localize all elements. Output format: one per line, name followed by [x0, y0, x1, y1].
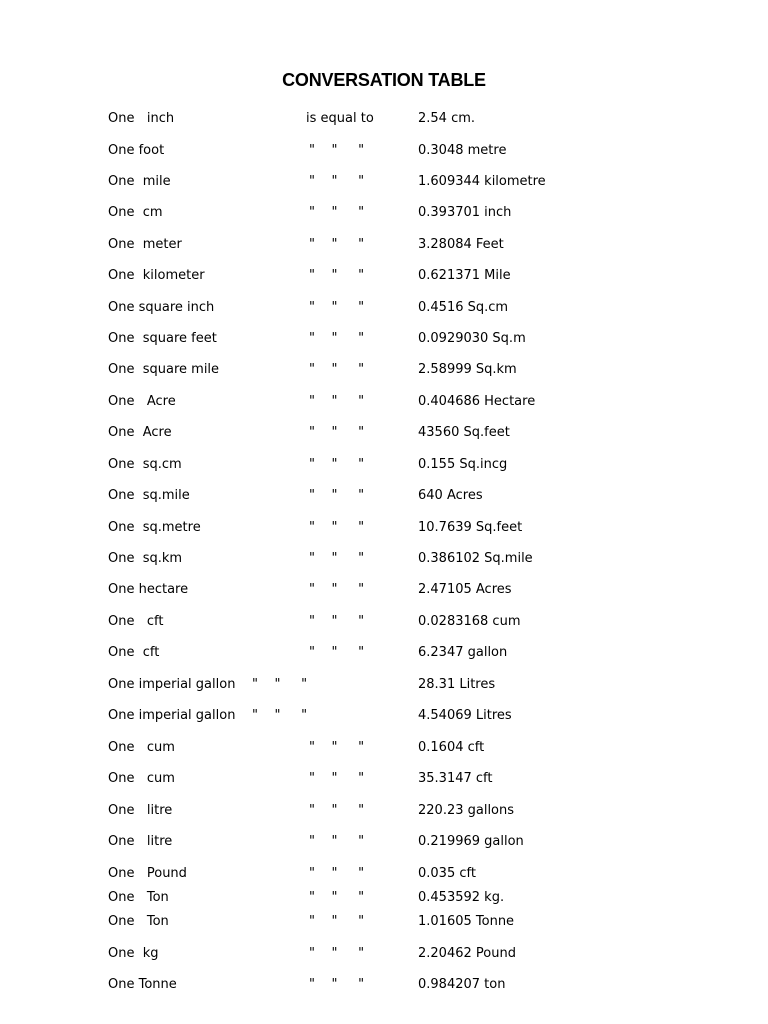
- ditto-marks: " " ": [309, 394, 365, 409]
- ditto-marks: " " ": [309, 520, 365, 535]
- conversion-value: 28.31 Litres: [418, 677, 496, 692]
- ditto-marks: " " ": [309, 645, 365, 660]
- ditto-marks: " " ": [309, 300, 365, 315]
- table-row: [0, 550, 768, 568]
- ditto-marks: " " ": [309, 551, 365, 566]
- table-row: [0, 487, 768, 505]
- ditto-marks: " " ": [309, 457, 365, 472]
- ditto-marks: " " ": [309, 362, 365, 377]
- conversion-value: 1.609344 kilometre: [418, 174, 546, 189]
- conversion-value: 220.23 gallons: [418, 803, 515, 818]
- unit-label: One sq.cm: [108, 457, 182, 472]
- conversion-value: 10.7639 Sq.feet: [418, 520, 523, 535]
- ditto-marks: " " ": [309, 237, 365, 252]
- unit-label: One cft: [108, 645, 160, 660]
- unit-label: One inch: [108, 111, 175, 126]
- table-row: [0, 770, 768, 788]
- ditto-marks: " " ": [309, 890, 365, 905]
- conversion-value: 2.47105 Acres: [418, 582, 512, 597]
- ditto-marks: " " ": [252, 708, 308, 723]
- conversion-value: 0.0929030 Sq.m: [418, 331, 526, 346]
- table-row: [0, 236, 768, 254]
- unit-label: One Acre: [108, 394, 176, 409]
- ditto-marks: " " ": [309, 582, 365, 597]
- conversion-value: 0.984207 ton: [418, 977, 506, 992]
- unit-label: One sq.mile: [108, 488, 190, 503]
- conversion-value: 1.01605 Tonne: [418, 914, 515, 929]
- unit-label: One square inch: [108, 300, 215, 315]
- ditto-marks: " " ": [309, 143, 365, 158]
- ditto-marks: " " ": [309, 803, 365, 818]
- table-row: [0, 393, 768, 411]
- unit-label: One litre: [108, 834, 173, 849]
- ditto-marks: " " ": [309, 614, 365, 629]
- table-row: [0, 204, 768, 222]
- conversion-value: 640 Acres: [418, 488, 483, 503]
- conversion-value: 0.453592 kg.: [418, 890, 505, 905]
- unit-label: One kilometer: [108, 268, 205, 283]
- ditto-marks: " " ": [309, 866, 365, 881]
- conversion-value: 6.2347 gallon: [418, 645, 508, 660]
- unit-label: One Ton: [108, 914, 169, 929]
- conversion-value: 0.404686 Hectare: [418, 394, 536, 409]
- ditto-marks: " " ": [309, 740, 365, 755]
- unit-label: One cm: [108, 205, 163, 220]
- table-row: [0, 581, 768, 599]
- unit-label: One Tonne: [108, 977, 177, 992]
- conversion-value: 0.035 cft: [418, 866, 476, 881]
- unit-label: One imperial gallon: [108, 677, 236, 692]
- table-row: [0, 299, 768, 317]
- conversion-value: 0.0283168 cum: [418, 614, 521, 629]
- ditto-marks: " " ": [309, 425, 365, 440]
- table-row: [0, 707, 768, 725]
- conversion-value: 0.393701 inch: [418, 205, 512, 220]
- unit-label: One kg: [108, 946, 159, 961]
- table-row: [0, 613, 768, 631]
- conversion-value: 43560 Sq.feet: [418, 425, 510, 440]
- conversion-value: 0.219969 gallon: [418, 834, 524, 849]
- table-row: [0, 676, 768, 694]
- unit-label: One imperial gallon: [108, 708, 236, 723]
- unit-label: One mile: [108, 174, 171, 189]
- table-row: [0, 644, 768, 662]
- unit-label: One cum: [108, 771, 175, 786]
- table-row: [0, 519, 768, 537]
- conversion-value: 0.386102 Sq.mile: [418, 551, 533, 566]
- conversion-value: 2.20462 Pound: [418, 946, 516, 961]
- table-row: [0, 142, 768, 160]
- unit-label: One sq.metre: [108, 520, 201, 535]
- ditto-marks: " " ": [309, 488, 365, 503]
- unit-label: One square mile: [108, 362, 220, 377]
- table-row: [0, 330, 768, 348]
- ditto-marks: " " ": [309, 205, 365, 220]
- unit-label: One foot: [108, 143, 165, 158]
- unit-label: One square feet: [108, 331, 217, 346]
- unit-label: One Acre: [108, 425, 172, 440]
- unit-label: One litre: [108, 803, 173, 818]
- conversion-value: 35.3147 cft: [418, 771, 493, 786]
- unit-label: One meter: [108, 237, 182, 252]
- table-row: [0, 110, 768, 128]
- table-row: [0, 267, 768, 285]
- table-row: [0, 976, 768, 994]
- conversion-value: 0.1604 cft: [418, 740, 485, 755]
- ditto-marks: " " ": [309, 914, 365, 929]
- conversion-value: 0.621371 Mile: [418, 268, 511, 283]
- table-row: [0, 739, 768, 757]
- conversion-value: 0.3048 metre: [418, 143, 507, 158]
- unit-label: One cum: [108, 740, 175, 755]
- table-row: [0, 945, 768, 963]
- ditto-marks: " " ": [309, 834, 365, 849]
- table-row: [0, 456, 768, 474]
- conversion-value: 0.155 Sq.incg: [418, 457, 508, 472]
- table-row: [0, 889, 768, 907]
- table-row: [0, 173, 768, 191]
- conversion-value: 4.54069 Litres: [418, 708, 512, 723]
- ditto-marks: " " ": [309, 977, 365, 992]
- unit-label: One sq.km: [108, 551, 183, 566]
- table-row: [0, 913, 768, 931]
- table-row: [0, 865, 768, 883]
- conversion-value: 3.28084 Feet: [418, 237, 504, 252]
- conversion-value: 2.54 cm.: [418, 111, 476, 126]
- conversion-value: 0.4516 Sq.cm: [418, 300, 509, 315]
- ditto-marks: " " ": [309, 331, 365, 346]
- table-row: [0, 361, 768, 379]
- ditto-marks: " " ": [309, 946, 365, 961]
- ditto-marks: " " ": [309, 174, 365, 189]
- page-title: CONVERSATION TABLE: [282, 70, 486, 90]
- ditto-marks: " " ": [309, 268, 365, 283]
- unit-label: One cft: [108, 614, 164, 629]
- unit-label: One Ton: [108, 890, 169, 905]
- table-row: [0, 833, 768, 851]
- equality-text: is equal to: [306, 111, 374, 126]
- conversion-value: 2.58999 Sq.km: [418, 362, 517, 377]
- unit-label: One Pound: [108, 866, 187, 881]
- ditto-marks: " " ": [252, 677, 308, 692]
- ditto-marks: " " ": [309, 771, 365, 786]
- unit-label: One hectare: [108, 582, 189, 597]
- table-row: [0, 802, 768, 820]
- table-row: [0, 424, 768, 442]
